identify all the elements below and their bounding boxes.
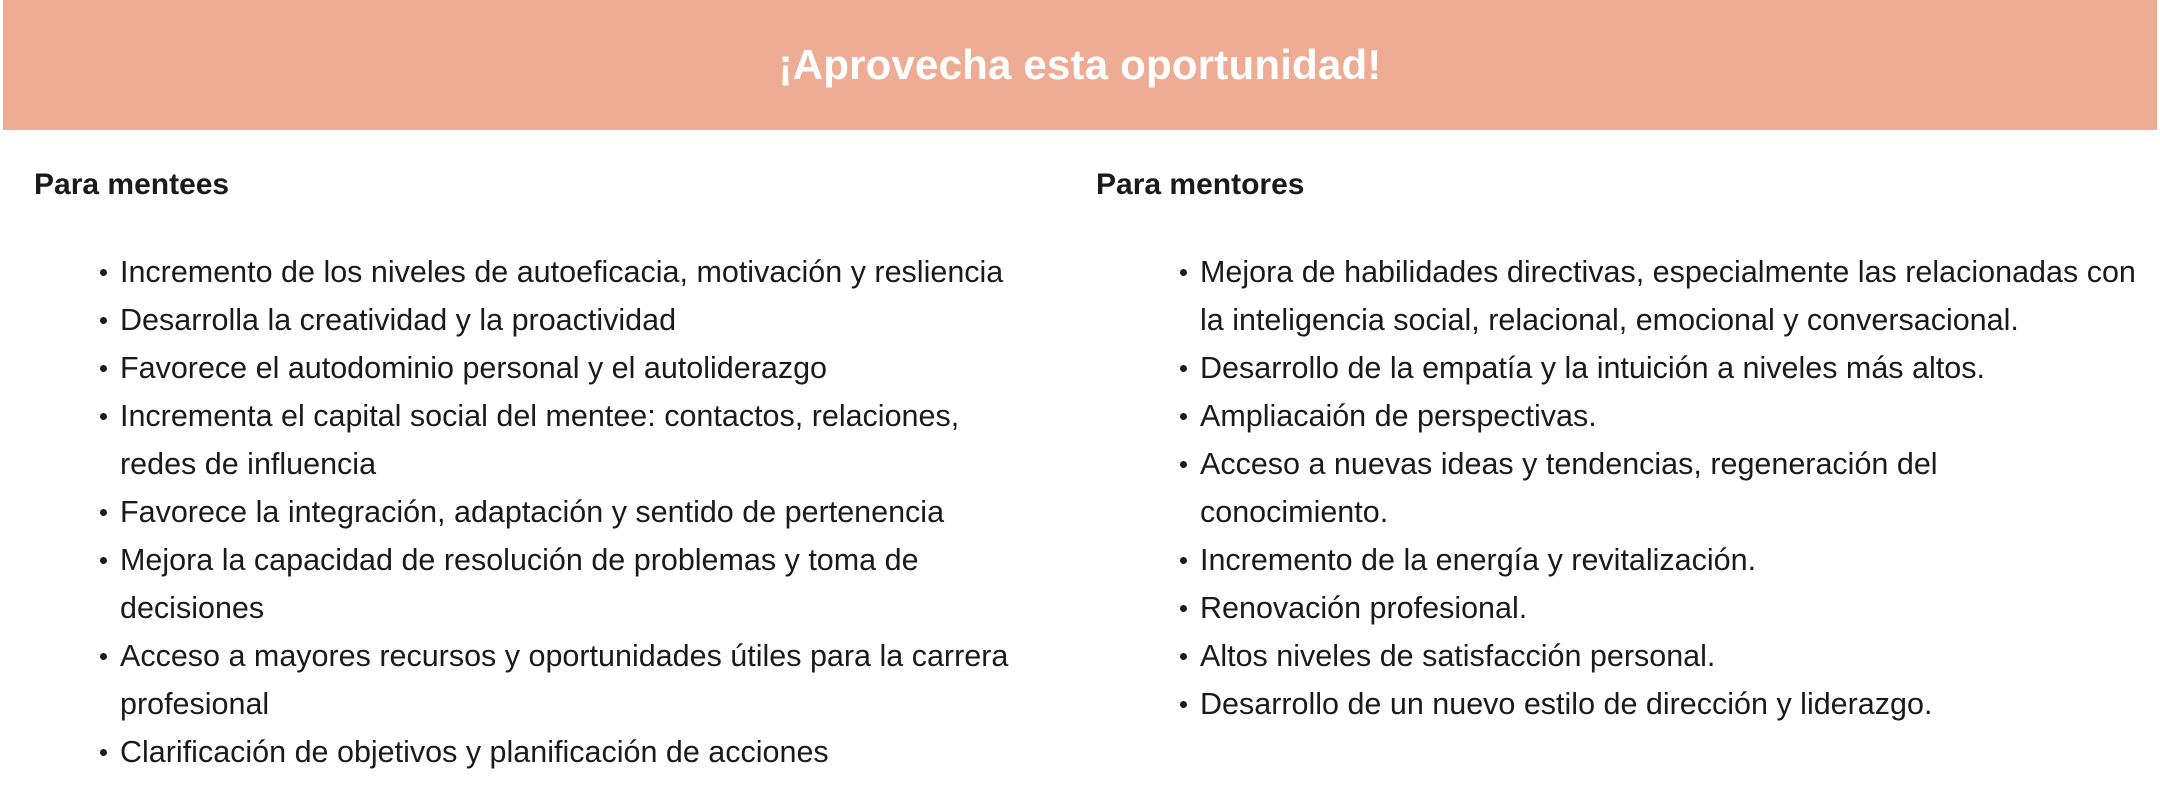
bullet-icon bbox=[100, 317, 107, 324]
bullet-icon bbox=[100, 653, 107, 660]
list-item bbox=[1180, 536, 2160, 584]
list-item-text: Incremento de la energía y revitalización. bbox=[1200, 543, 1757, 577]
list-item-text: Altos niveles de satisfacción personal. bbox=[1200, 639, 1716, 673]
list-item bbox=[1180, 440, 2020, 536]
bullet-icon bbox=[1180, 653, 1187, 660]
bullet-icon bbox=[100, 413, 107, 420]
list-item bbox=[100, 248, 1120, 296]
list-item-text: Clarificación de objetivos y planificación de acciones bbox=[120, 735, 829, 769]
list-item-text: Acceso a mayores recursos y oportunidades útiles para la carrera profesional bbox=[120, 639, 1009, 721]
bullet-icon bbox=[100, 749, 107, 756]
list-item bbox=[1180, 248, 2160, 344]
list-item-text: Incrementa el capital social del mentee: contactos, relaciones, redes de influencia bbox=[120, 399, 960, 481]
bullet-icon bbox=[1180, 557, 1187, 564]
list-item bbox=[1180, 584, 2160, 632]
list-item bbox=[1180, 344, 2160, 392]
list-item-text: Desarrollo de la empatía y la intuición a niveles más altos. bbox=[1200, 351, 1985, 385]
list-item-text: Ampliacaión de perspectivas. bbox=[1200, 399, 1597, 433]
bullet-icon bbox=[1180, 365, 1187, 372]
list-item bbox=[100, 536, 1020, 632]
bullet-icon bbox=[1180, 605, 1187, 612]
list-item-text: Acceso a nuevas ideas y tendencias, regeneración del conocimiento. bbox=[1200, 447, 1938, 529]
list-item-text: Mejora de habilidades directivas, especialmente las relacionadas con la inteligencia social, relacional, emocional y conversacional. bbox=[1200, 255, 2136, 337]
banner bbox=[3, 0, 2157, 130]
list-item bbox=[100, 344, 1100, 392]
list-item-text: Desarrollo de un nuevo estilo de dirección y liderazgo. bbox=[1200, 687, 1933, 721]
banner-title: ¡Aprovecha esta oportunidad! bbox=[778, 41, 1382, 88]
list-item bbox=[100, 728, 1100, 776]
list-item-text: Favorece el autodominio personal y el autoliderazgo bbox=[120, 351, 828, 385]
list-item bbox=[100, 392, 1020, 488]
bullet-icon bbox=[1180, 461, 1187, 468]
mentors-column bbox=[1096, 163, 2136, 721]
bullet-icon bbox=[1180, 269, 1187, 276]
list-item-text: Incremento de los niveles de autoeficacia, motivación y resliencia bbox=[120, 255, 1004, 289]
list-item bbox=[1180, 392, 2160, 440]
mentees-column bbox=[34, 163, 1054, 769]
list-item-text: Renovación profesional. bbox=[1200, 591, 1528, 625]
list-item-text: Mejora la capacidad de resolución de problemas y toma de decisiones bbox=[120, 543, 919, 625]
mentees-heading: Para mentees bbox=[34, 168, 230, 201]
bullet-icon bbox=[100, 365, 107, 372]
bullet-icon bbox=[100, 557, 107, 564]
list-item-text: Favorece la integración, adaptación y sentido de pertenencia bbox=[120, 495, 945, 529]
list-item bbox=[100, 488, 1100, 536]
bullet-icon bbox=[100, 509, 107, 516]
bullet-icon bbox=[1180, 413, 1187, 420]
bullet-icon bbox=[100, 269, 107, 276]
list-item bbox=[100, 632, 1100, 728]
list-item-text: Desarrolla la creatividad y la proactividad bbox=[120, 303, 677, 337]
mentors-benefit-list bbox=[1180, 248, 2160, 728]
mentees-benefit-list bbox=[100, 248, 1100, 776]
bullet-icon bbox=[1180, 701, 1187, 708]
list-item bbox=[100, 296, 1100, 344]
mentors-heading: Para mentores bbox=[1096, 168, 1305, 201]
list-item bbox=[1180, 680, 2160, 728]
list-item bbox=[1180, 632, 2160, 680]
